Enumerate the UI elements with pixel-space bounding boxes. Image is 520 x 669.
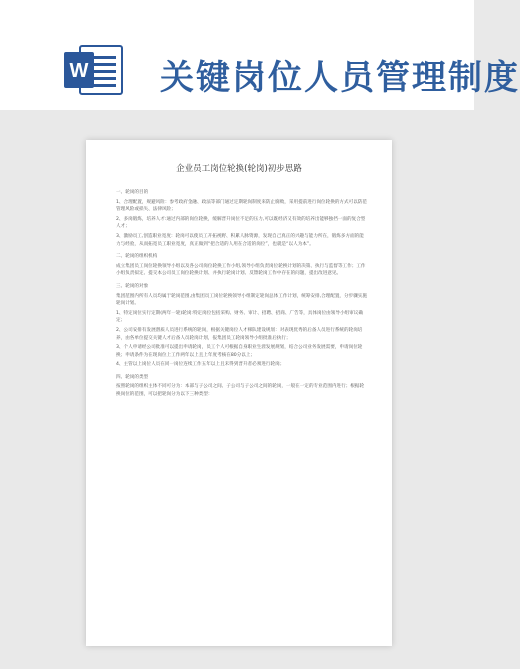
section-heading: 二、轮岗的组织机构 xyxy=(116,254,158,260)
document-page xyxy=(86,140,392,646)
logo-letter: W xyxy=(69,60,89,82)
word-logo-icon xyxy=(62,42,124,98)
paragraph: 集团范围内所有人员均属于轮岗范围,由集团员工岗位轮换领导小组制定轮岗总体工作计划，统筹安排,合理配置，分步骤实施轮岗计划。 xyxy=(116,293,367,307)
paragraph: 1、特定岗位实行定期(两年一轮)轮岗:特定岗位包括采购、财务、审计、招聘、招商、广告等，具体岗位由领导小组审议确定； xyxy=(116,310,363,324)
paragraph: 1、合理配置，规避风险：参考政府金融、政法等部门通过定期轮岗制度来防止腐败，采用提前进行岗位轮换的方式可以防范管理风险或损失、法律风险； xyxy=(116,199,367,213)
paragraph: 4、主管以上岗位人员在同一岗位连续工作五年以上且未得到晋升者必须进行轮岗； xyxy=(116,362,285,368)
paragraph: 按照轮岗的组织主体不同可分为：本部与子公司之间、子公司与子公司之间的轮岗，一般在一定的专业范围内进行；根据轮换岗位的范围，可以把轮岗分为以下三种类型： xyxy=(116,384,365,398)
section-heading: 四、轮岗的类型 xyxy=(116,374,149,380)
paragraph: 3、激励员工,创造职业宽度：轮岗可以使员工开拓视野、积累人脉资源，发现自己真正的兴趣与能力所在，锻炼多方面的能力与经验，从而拓宽员工职业宽度，真正做到“把合适的人用在合适的岗位”，也就是“以人为本”。 xyxy=(116,233,364,247)
section-heading: 一、轮岗的目的 xyxy=(116,190,149,195)
paragraph: 成立集团员工岗位轮换领导小组以及各公司岗位轮换工作小组,领导小组负责岗位轮换计划的决策、执行与监督等工作；工作小组负责拟定、提交本公司员工岗位轮换计划、并执行轮岗计划、反馈轮岗工作中存在的问题，提出改进意见。 xyxy=(116,263,366,277)
paragraph: 2、多岗锻炼，培养人才:通过内部的岗位轮换，缓解晋升岗位不足的压力,可以既经济又有效的培养出能够独挡一面的复合型人才； xyxy=(116,216,366,230)
paragraph: 2、公司安排有发展潜质人员进行系统的轮岗，根据关键岗位人才梯队建设规划：对表现优秀的后备人员进行系统的轮岗培养，由各单位提交关键人才后备人员轮岗计划，报集团员工轮岗领导小组批准后执行； xyxy=(116,327,363,341)
banner xyxy=(0,0,520,110)
document-title: 企业员工岗位轮换(轮岗)初步思路 xyxy=(176,164,302,174)
banner-title: 关键岗位人员管理制度 xyxy=(160,58,520,98)
paragraph: 3、个人申请经公司批准可以提出申请轮岗，员工个人可根据自身职业生涯发展规划，结合公司业务发展需要，申请岗位轮换；申请条件为在现岗位上工作两年以上且上年度考核在80分以上； xyxy=(116,345,363,358)
document-body xyxy=(116,184,368,401)
section-heading: 三、轮岗的对象 xyxy=(116,283,149,289)
